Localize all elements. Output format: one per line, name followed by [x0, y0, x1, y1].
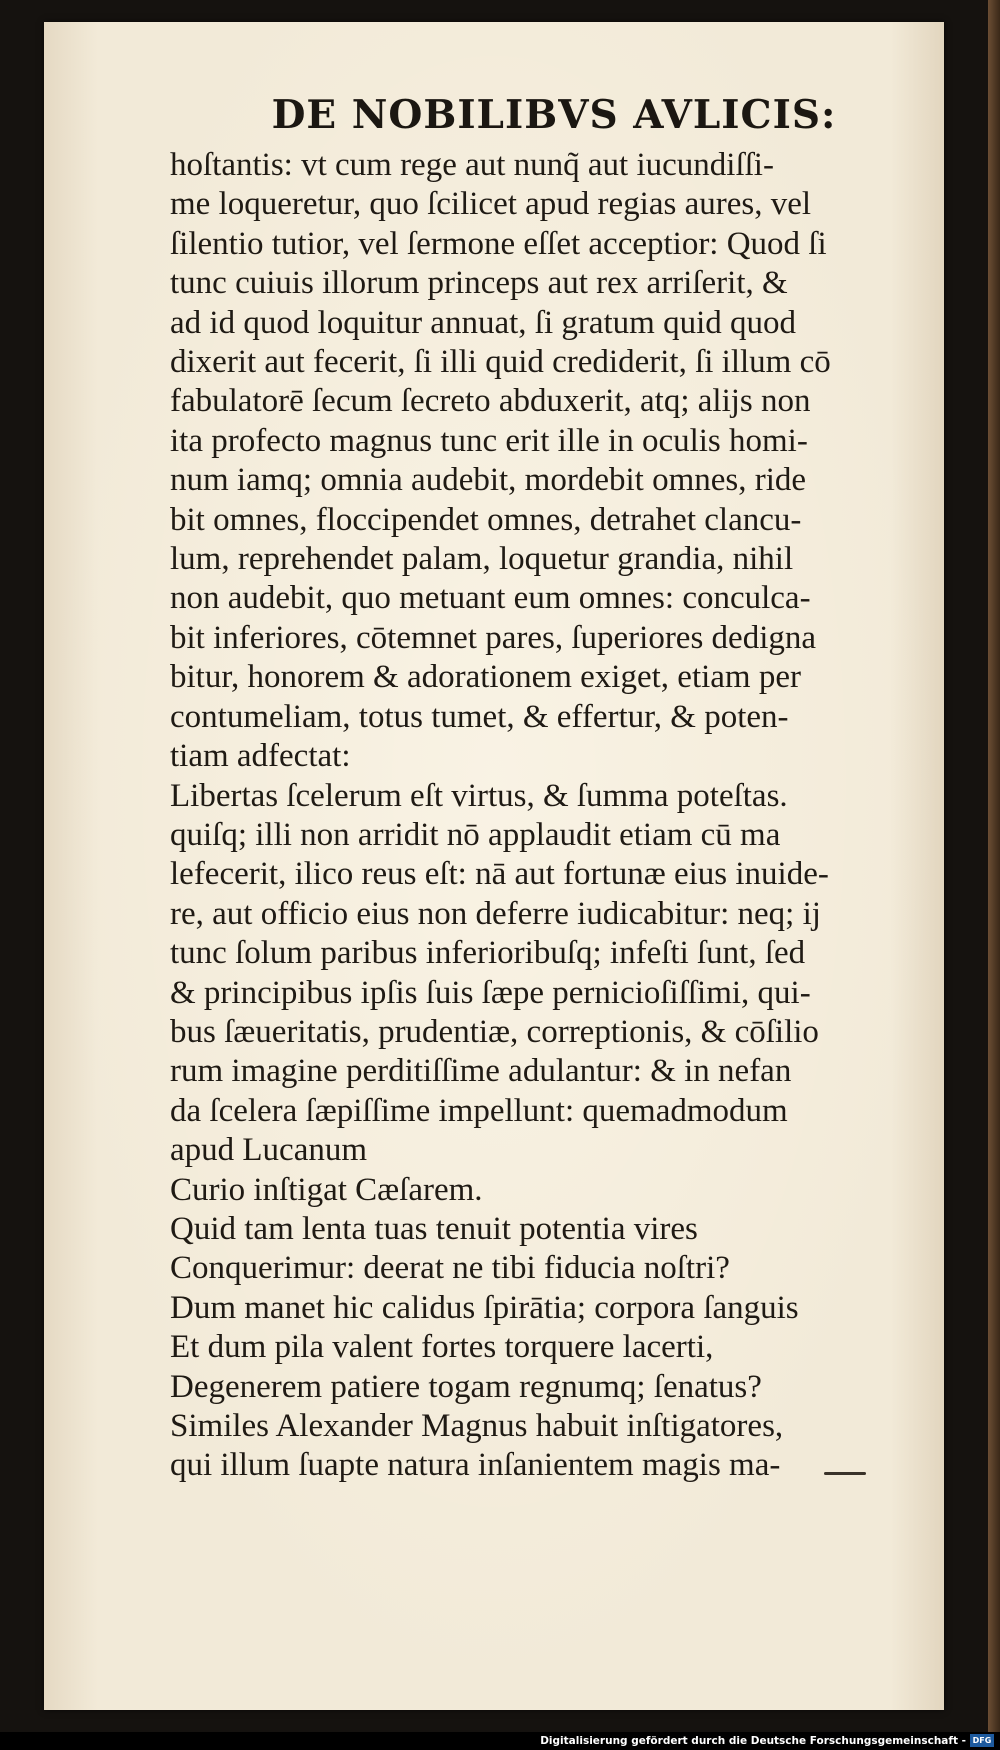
text-line: hoſtantis: vt cum rege aut nunq̃ aut iucundiſſi-: [170, 147, 774, 183]
body-text: [170, 146, 890, 1486]
book-page: [44, 22, 944, 1710]
text-line: lum, reprehendet palam, loquetur grandia, nihil: [170, 541, 794, 578]
text-line: ad id quod loquitur annuat, ſi gratum quid quod: [170, 304, 797, 341]
text-line: bitur, honorem & adorationem exiget, etiam per: [170, 659, 801, 696]
text-line: quiſq; illi non arridit nō applaudit etiam cū ma: [170, 816, 781, 853]
text-line: Curio inſtigat Cæſarem.: [170, 1171, 483, 1208]
text-line: num iamq; omnia audebit, mordebit omnes, ride: [170, 462, 807, 499]
text-line: Similes Alexander Magnus habuit inſtigatores,: [170, 1408, 784, 1444]
text-line: contumeliam, totus tumet, & effertur, & poten-: [170, 698, 789, 735]
text-line: lefecerit, ilico reus eſt: nā aut fortunæ eius inuide-: [170, 856, 829, 893]
text-line: re, aut officio eius non deferre iudicabitur: neq; ij: [170, 895, 821, 932]
text-line: bus ſæueritatis, prudentiæ, correptionis, & cōſilio: [170, 1013, 819, 1050]
text-line: Et dum pila valent fortes torquere lacerti,: [170, 1329, 714, 1366]
dfg-logo: DFG: [970, 1734, 994, 1747]
text-line: Quid tam lenta tuas tenuit potentia vires: [170, 1210, 698, 1247]
text-line: ita profecto magnus tunc erit ille in oculis homi-: [170, 422, 808, 459]
catchword-mark: [824, 1472, 866, 1475]
text-line: rum imagine perditiſſime adulantur: & in nefan: [170, 1053, 792, 1090]
text-line: & principibus ipſis ſuis ſæpe pernicioſiſſimi, qui-: [170, 974, 811, 1011]
text-line: Dum manet hic calidus ſpirātia; corpora ſanguis: [170, 1289, 799, 1326]
book-edge: [988, 0, 1000, 1750]
text-line: Conquerimur: deerat ne tibi fiducia noſtri?: [170, 1250, 730, 1287]
text-line: da ſcelera ſæpiſſime impellunt: quemadmodum: [170, 1092, 788, 1129]
text-line: Degenerem patiere togam regnumq; ſenatus?: [170, 1368, 762, 1405]
text-line: tunc ſolum paribus inferioribuſq; infeſti ſunt, ſed: [170, 935, 806, 972]
funding-credit: Digitalisierung gefördert durch die Deutsche Forschungsgemeinschaft -: [540, 1735, 966, 1747]
text-line: dixerit aut fecerit, ſi illi quid crediderit, ſi illum cō: [170, 344, 831, 381]
text-line: non audebit, quo metuant eum omnes: conculca-: [170, 580, 811, 617]
text-line: apud Lucanum: [170, 1132, 368, 1169]
text-line: tiam adfectat:: [170, 738, 351, 775]
text-line: me loqueretur, quo ſcilicet apud regias aures, vel: [170, 186, 812, 223]
text-line: ſilentio tutior, vel ſermone eſſet acceptior: Quod ſi: [170, 225, 827, 262]
text-line: qui illum ſuapte natura inſanientem magis ma-: [170, 1447, 781, 1484]
text-line: bit inferiores, cōtemnet pares, ſuperiores dedigna: [170, 619, 817, 656]
text-line: Libertas ſcelerum eſt virtus, & ſumma poteſtas.: [170, 777, 788, 814]
text-line: fabulatorē ſecum ſecreto abduxerit, atq; alijs non: [170, 383, 811, 420]
text-line: tunc cuiuis illorum princeps aut rex arriſerit, &: [170, 265, 788, 302]
page-header: DE NOBILIBVS AVLICIS:: [271, 92, 837, 138]
text-line: bit omnes, floccipendet omnes, detrahet clancu-: [170, 501, 802, 538]
